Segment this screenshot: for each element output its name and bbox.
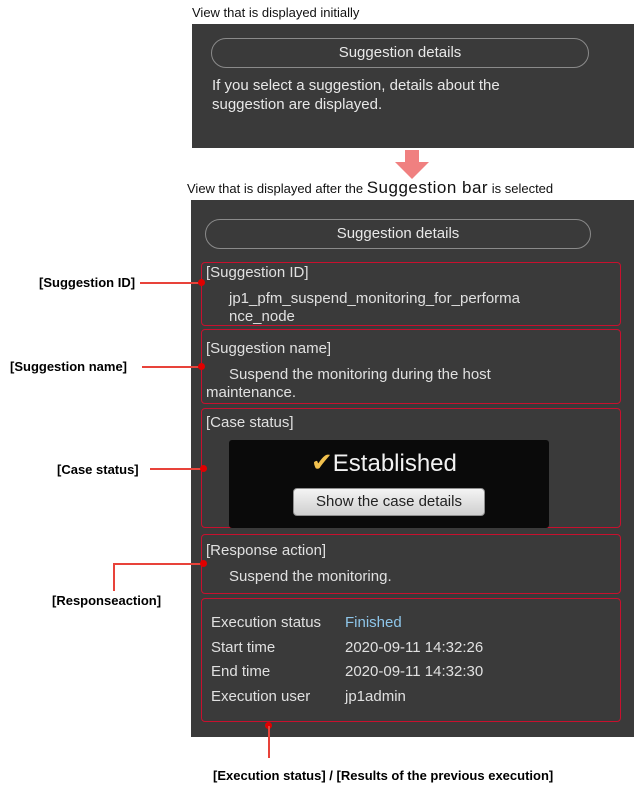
suggestion-details-button-selected[interactable]: Suggestion details <box>205 219 591 249</box>
callout-case-status: [Case status] <box>57 462 139 477</box>
show-case-details-button[interactable]: Show the case details <box>293 488 485 516</box>
suggestion-name-value-line2: maintenance. <box>206 384 297 401</box>
leader-line-execution <box>268 726 270 758</box>
leader-dot-suggestion-name <box>198 363 205 370</box>
suggestion-details-button[interactable]: Suggestion details <box>211 38 589 68</box>
callout-response-action: [Responseaction] <box>52 593 162 608</box>
start-time-label: Start time <box>211 639 276 656</box>
leader-dot-case-status <box>200 465 207 472</box>
detail-view-panel <box>191 200 634 737</box>
suggestion-id-heading: [Suggestion ID] <box>206 264 309 281</box>
suggestion-name-value-line1: Suspend the monitoring during the host <box>229 366 491 383</box>
execution-status-label: Execution status <box>211 614 322 631</box>
leader-line-response-action-v <box>113 563 115 591</box>
execution-user-value: jp1admin <box>345 688 406 705</box>
caption-after-prefix: View that is displayed after the <box>187 181 364 196</box>
caption-initial-view: View that is displayed initially <box>192 5 360 20</box>
callout-execution: [Execution status] / [Results of the previous execution] <box>213 768 554 783</box>
case-status-heading: [Case status] <box>206 414 294 431</box>
start-time-value: 2020-09-11 14:32:26 <box>345 639 484 656</box>
initial-view-panel <box>192 24 634 148</box>
caption-after-suffix: is selected <box>491 181 554 196</box>
suggestion-id-value-line2: nce_node <box>229 308 295 325</box>
leader-line-response-action-h <box>113 563 203 565</box>
end-time-label: End time <box>211 663 271 680</box>
callout-suggestion-name: [Suggestion name] <box>10 359 128 374</box>
leader-dot-suggestion-id <box>198 279 205 286</box>
case-status-box <box>229 440 549 528</box>
end-time-value: 2020-09-11 14:32:30 <box>345 663 484 680</box>
case-status-value: Established <box>332 450 457 477</box>
suggestion-id-value-line1: jp1_pfm_suspend_monitoring_for_performa <box>229 290 521 307</box>
suggestion-name-heading: [Suggestion name] <box>206 340 332 357</box>
initial-message-line1: If you select a suggestion, details about the <box>212 77 500 94</box>
leader-line-case-status <box>150 468 202 470</box>
case-status-indicator <box>311 447 457 478</box>
leader-dot-response-action <box>200 560 207 567</box>
callout-suggestion-id: [Suggestion ID] <box>39 275 136 290</box>
execution-status-value: Finished <box>345 614 402 631</box>
leader-line-suggestion-id <box>140 282 200 284</box>
checkmark-icon: ✔ <box>311 447 333 477</box>
caption-after-big: Suggestion bar <box>366 178 489 197</box>
caption-after-selection <box>187 178 553 198</box>
down-arrow-icon <box>393 150 431 180</box>
response-action-value: Suspend the monitoring. <box>229 568 392 585</box>
response-action-heading: [Response action] <box>206 542 327 559</box>
initial-message-line2: suggestion are displayed. <box>212 96 383 113</box>
leader-line-suggestion-name <box>142 366 200 368</box>
execution-user-label: Execution user <box>211 688 311 705</box>
